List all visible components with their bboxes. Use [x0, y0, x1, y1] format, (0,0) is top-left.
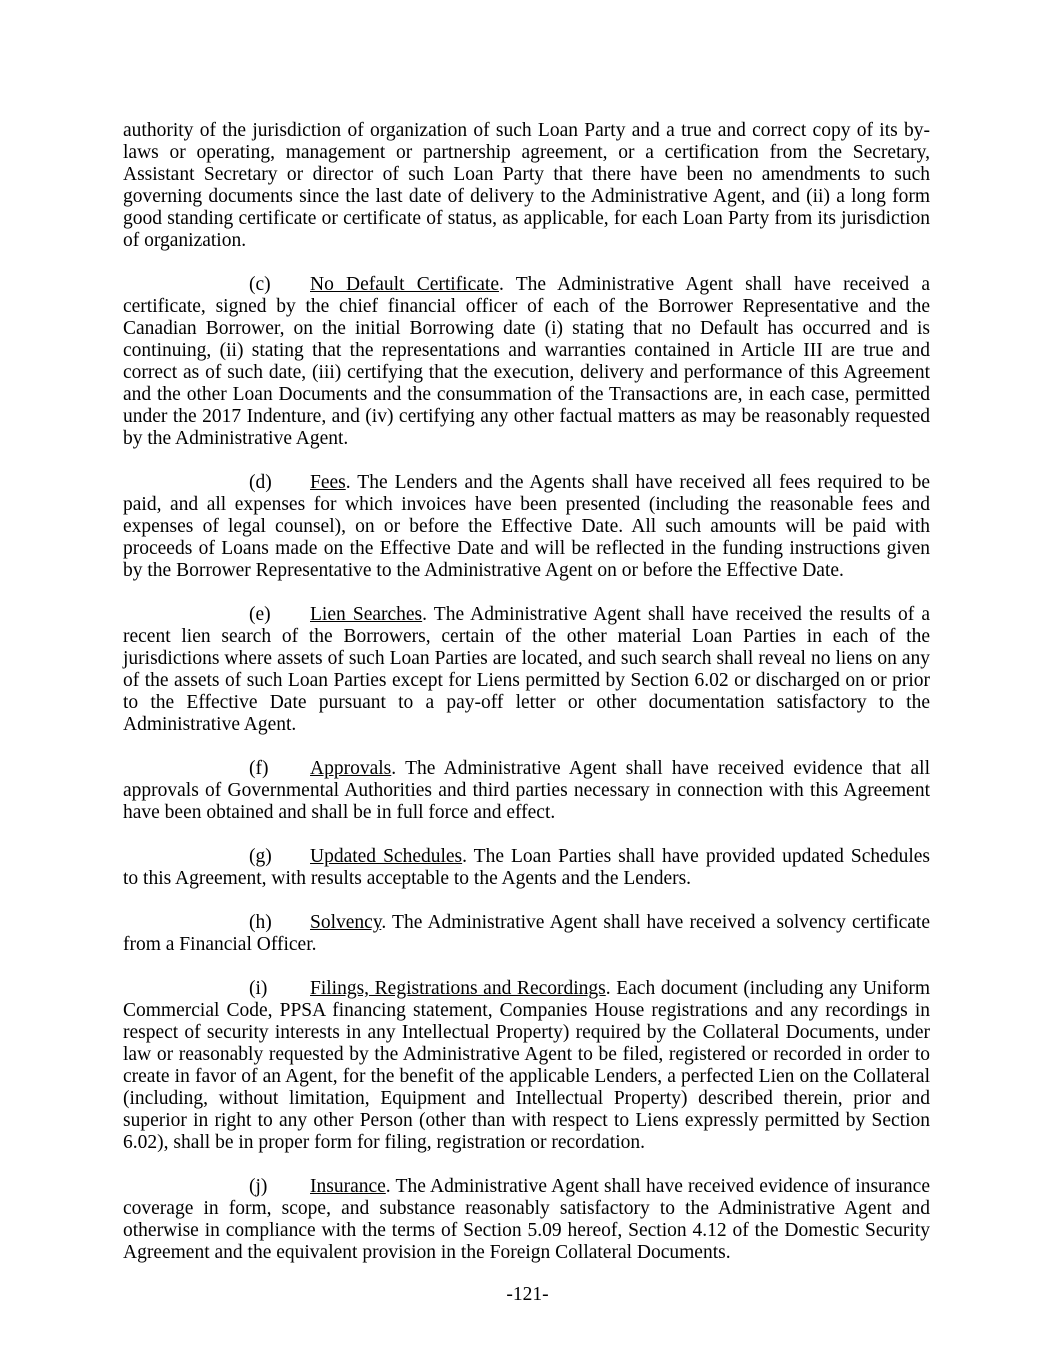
paragraph-i [123, 978, 930, 1154]
paragraph-e [123, 604, 930, 736]
paragraph-title: Filings, Registrations and Recordings [310, 978, 606, 999]
paragraph-label: (d) [249, 472, 272, 493]
paragraph-g [123, 846, 930, 890]
paragraph-title: No Default Certificate [310, 274, 499, 295]
paragraph-j [123, 1176, 930, 1264]
paragraph-f [123, 758, 930, 824]
paragraph-title: Insurance [310, 1176, 386, 1197]
paragraph-body: . The Loan Parties shall have provided updated Schedules to this Agreement, with results acceptable to the Agents and the Lenders. [123, 846, 930, 889]
paragraph-label: (j) [249, 1176, 268, 1197]
paragraph-label: (g) [249, 846, 272, 867]
paragraph-title: Updated Schedules [310, 846, 463, 867]
paragraph-body: authority of the jurisdiction of organization of such Loan Party and a true and correct copy of its by-laws or operating, management or partnership agreement, or a certification from the Secretary, Assistant Secretary or director of such Loan Party that there have been no amendments to such governing documents since the last date of delivery to the Administrative Agent, and (ii) a long form good standing certificate or certificate of status, as applicable, for each Loan Party from its jurisdiction of organization. [123, 120, 930, 251]
paragraph-c [123, 274, 930, 450]
paragraph-body: . Each document (including any Uniform Commercial Code, PPSA financing statement, Companies House registrations and any recordings in respect of security interests in any Intellectual Property) required by the Collateral Documents, under law or reasonably requested by the Administrative Agent to be filed, registered or recorded in order to create in favor of an Agent, for the benefit of the applicable Lenders, a perfected Lien on the Collateral (including, without limitation, Equipment and Intellectual Property) described therein, prior and superior in right to any other Person (other than with respect to Liens expressly permitted by Section 6.02), shall be in proper form for filing, registration or recordation. [123, 978, 930, 1153]
body-text [123, 120, 930, 1286]
paragraph-body: . The Lenders and the Agents shall have received all fees required to be paid, and all expenses for which invoices have been presented (including the reasonable fees and expenses of legal counsel), on or before the Effective Date. All such amounts will be paid with proceeds of Loans made on the Effective Date and will be reflected in the funding instructions given by the Borrower Representative to the Administrative Agent on or before the Effective Date. [123, 472, 930, 581]
paragraph-title: Approvals [310, 758, 392, 779]
paragraph-label: (e) [249, 604, 271, 625]
paragraph-body: . The Administrative Agent shall have received evidence that all approvals of Governmental Authorities and third parties necessary in connection with this Agreement have been obtained and shall be in full force and effect. [123, 758, 930, 823]
paragraph-h [123, 912, 930, 956]
paragraph-label: (i) [249, 978, 268, 999]
paragraph-label: (f) [249, 758, 269, 779]
paragraph-title: Lien Searches [310, 604, 423, 625]
paragraph-title: Fees [310, 472, 346, 493]
paragraph-label: (c) [249, 274, 271, 295]
paragraph-body: . The Administrative Agent shall have received the results of a recent lien search of the Borrowers, certain of the other material Loan Parties in each of the jurisdictions where assets of such Loan Parties are located, and such search shall reveal no liens on any of the assets of such Loan Parties except for Liens permitted by Section 6.02 or discharged on or prior to the Effective Date pursuant to a pay-off letter or other documentation satisfactory to the Administrative Agent. [123, 604, 930, 735]
paragraph-label: (h) [249, 912, 272, 933]
paragraph-body: . The Administrative Agent shall have received evidence of insurance coverage in form, scope, and substance reasonably satisfactory to the Administrative Agent and otherwise in compliance with the terms of Section 5.09 hereof, Section 4.12 of the Domestic Security Agreement and the equivalent provision in the Foreign Collateral Documents. [123, 1176, 930, 1263]
paragraph-d [123, 472, 930, 582]
paragraph-body: . The Administrative Agent shall have received a solvency certificate from a Financial Officer. [123, 912, 930, 955]
page-number: -121- [506, 1284, 549, 1305]
paragraph-body: . The Administrative Agent shall have received a certificate, signed by the chief financial officer of each of the Borrower Representative and the Canadian Borrower, on the initial Borrowing date (i) stating that no Default has occurred and is continuing, (ii) stating that the representations and warranties contained in Article III are true and correct as of such date, (iii) certifying that the execution, delivery and performance of this Agreement and the other Loan Documents and the consummation of the Transactions are, in each case, permitted under the 2017 Indenture, and (iv) certifying any other factual matters as may be reasonably requested by the Administrative Agent. [123, 274, 930, 449]
paragraph-title: Solvency [310, 912, 382, 933]
paragraph-intro [123, 120, 930, 252]
